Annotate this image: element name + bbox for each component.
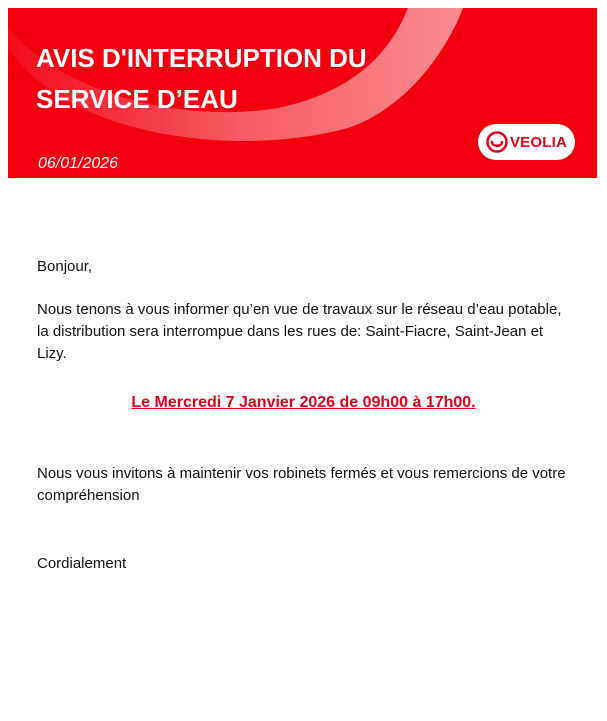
notice-header	[8, 8, 597, 178]
page-title	[36, 38, 516, 120]
invite-paragraph: Nous vous invitons à maintenir vos robinets fermés et vous remercions de votre compréhension	[37, 465, 566, 504]
veolia-logo-icon	[486, 131, 508, 153]
veolia-logo	[478, 124, 575, 160]
intro-paragraph: Nous tenons à vous informer qu’en vue de travaux sur le réseau d’eau potable, la distribution sera interrompue dans les rues de: Saint-Fiacre, Saint-Jean et Lizy.	[37, 301, 562, 362]
title-line-1: AVIS D'INTERRUPTION DU	[36, 43, 367, 73]
interruption-date-highlight: Le Mercredi 7 Janvier 2026 de 09h00 à 17h00.	[131, 394, 476, 411]
veolia-logo-text: VEOLIA	[509, 133, 568, 151]
greeting-text: Bonjour,	[37, 258, 93, 275]
closing-text: Cordialement	[37, 555, 127, 572]
title-line-2: SERVICE D’EAU	[36, 84, 238, 114]
notice-date: 06/01/2026	[38, 155, 119, 172]
